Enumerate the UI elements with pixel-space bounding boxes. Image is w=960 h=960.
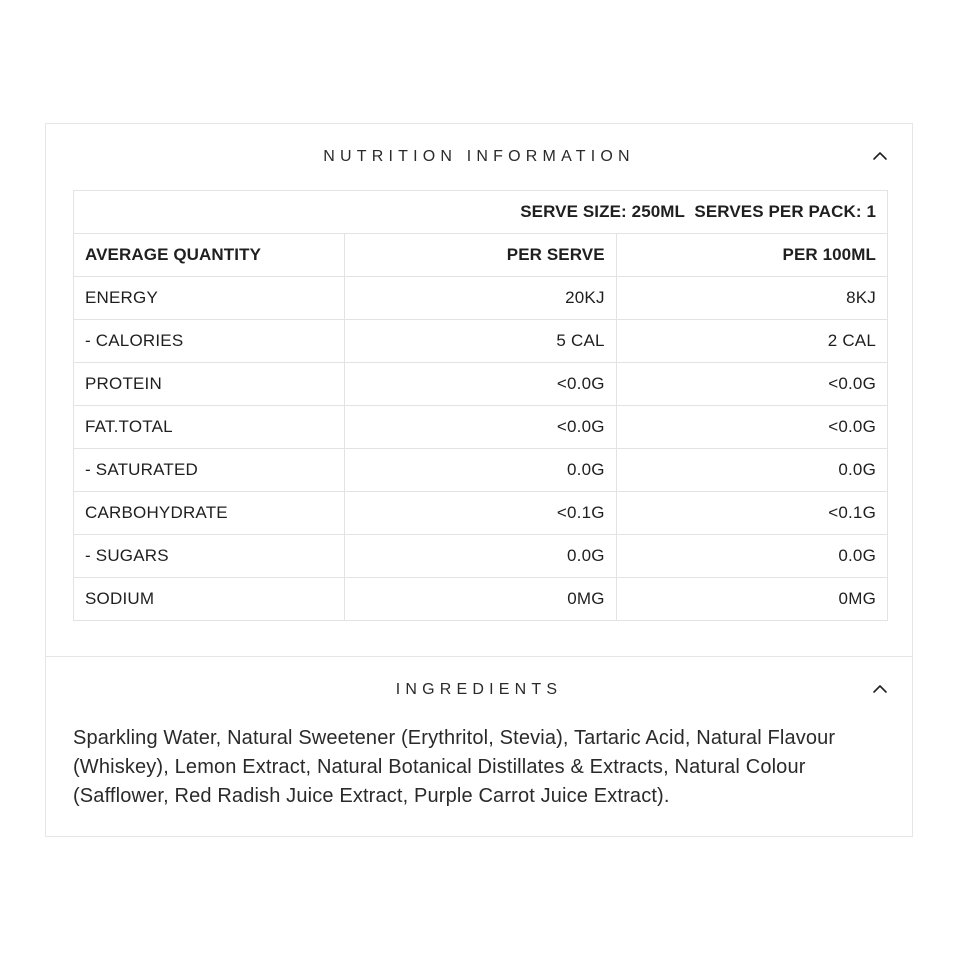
nutrient-name: PROTEIN	[74, 363, 345, 406]
nutrition-accordion-header[interactable]	[46, 124, 912, 190]
per-100ml-value: 2 CAL	[616, 320, 887, 363]
per-serve-value: <0.1G	[345, 492, 616, 535]
per-serve-value: 5 CAL	[345, 320, 616, 363]
nutrient-name: SODIUM	[74, 578, 345, 621]
nutrient-name: FAT.TOTAL	[74, 406, 345, 449]
table-row	[74, 449, 888, 492]
per-100ml-value: 0.0G	[616, 449, 887, 492]
chevron-up-icon[interactable]	[872, 148, 888, 164]
ingredients-title: INGREDIENTS	[395, 681, 563, 698]
per-100ml-value: 0.0G	[616, 535, 887, 578]
per-serve-value: 0.0G	[345, 535, 616, 578]
nutrition-title: NUTRITION INFORMATION	[323, 148, 635, 165]
per-serve-value: <0.0G	[345, 363, 616, 406]
per-serve-value: 20KJ	[345, 277, 616, 320]
per-serve-value: 0.0G	[345, 449, 616, 492]
per-100ml-value: <0.1G	[616, 492, 887, 535]
ingredients-list: Sparkling Water, Natural Sweetener (Erythritol, Stevia), Tartaric Acid, Natural Flavour (Whiskey), Lemon Extract, Natural Botanical Distillates & Extracts, Natural Colour (Safflower, Red Radish Juice Extract, Purple Carrot Juice Extract).	[73, 727, 836, 807]
nutrient-name: ENERGY	[74, 277, 345, 320]
table-row	[74, 277, 888, 320]
table-row	[74, 363, 888, 406]
per-100ml-value: 8KJ	[616, 277, 887, 320]
per-serve-value: 0MG	[345, 578, 616, 621]
per-100ml-value: <0.0G	[616, 406, 887, 449]
serve-info: SERVE SIZE: 250ML SERVES PER PACK: 1	[74, 191, 888, 234]
table-header-row	[74, 234, 888, 277]
serve-info-row	[74, 191, 888, 234]
column-header-per-100ml: PER 100ML	[616, 234, 887, 277]
nutrient-name: - SATURATED	[74, 449, 345, 492]
ingredients-accordion-header[interactable]	[46, 657, 912, 723]
per-serve-value: <0.0G	[345, 406, 616, 449]
table-row	[74, 406, 888, 449]
nutrient-name: - SUGARS	[74, 535, 345, 578]
table-row	[74, 535, 888, 578]
per-100ml-value: <0.0G	[616, 363, 887, 406]
table-row	[74, 492, 888, 535]
chevron-up-icon[interactable]	[872, 681, 888, 697]
nutrient-name: CARBOHYDRATE	[74, 492, 345, 535]
nutrition-table	[73, 190, 888, 621]
table-row	[74, 320, 888, 363]
nutrient-name: - CALORIES	[74, 320, 345, 363]
product-info-panel	[45, 123, 913, 837]
table-row	[74, 578, 888, 621]
column-header-quantity: AVERAGE QUANTITY	[74, 234, 345, 277]
column-header-per-serve: PER SERVE	[345, 234, 616, 277]
per-100ml-value: 0MG	[616, 578, 887, 621]
